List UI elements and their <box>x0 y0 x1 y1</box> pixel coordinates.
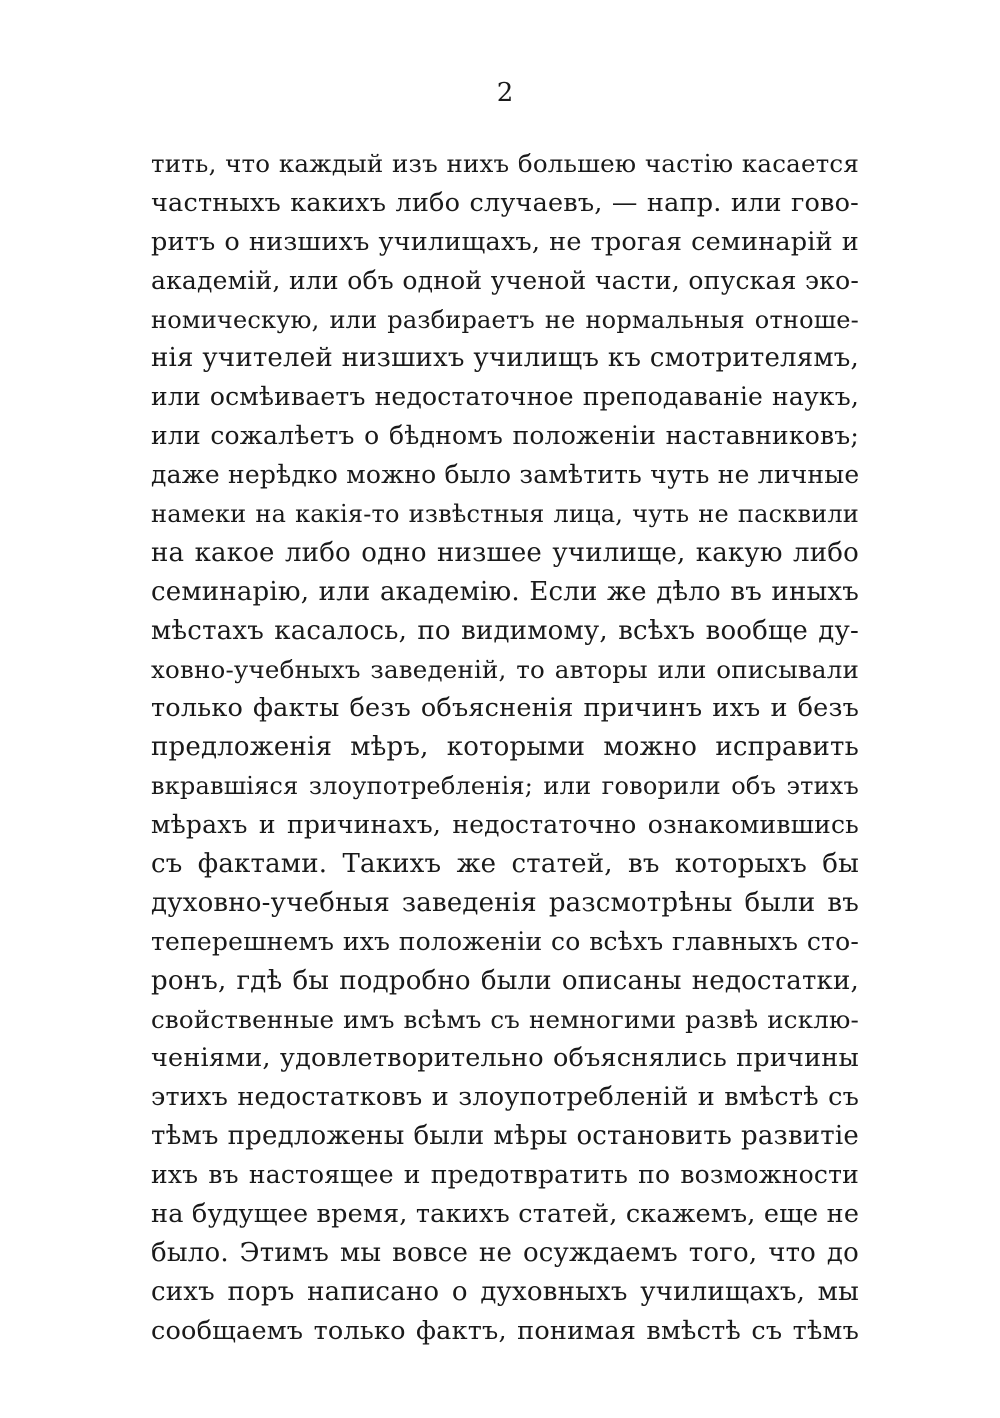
text-line: теперешнемъ ихъ положеніи со всѣхъ главныхъ сто- <box>151 926 859 956</box>
text-line: предложенія мѣръ, которыми можно исправить <box>151 732 859 763</box>
text-line: свойственные имъ всѣмъ съ немногими развѣ исклю- <box>151 1004 859 1034</box>
text-line: семинарію, или академію. Если же дѣло въ иныхъ <box>151 576 859 607</box>
text-line: на будущее время, такихъ статей, скажемъ, еще не <box>151 1199 860 1230</box>
text-line: ронъ, гдѣ бы подробно были описаны недостатки, <box>151 965 859 996</box>
text-line: духовно-учебныя заведенія разсмотрѣны были въ <box>151 887 859 918</box>
text-line: мѣстахъ касалось, по видимому, всѣхъ вообще ду- <box>151 615 859 646</box>
text-line: ченіями, удовлетворительно объяснялись причины <box>151 1043 859 1074</box>
text-line: тѣмъ предложены были мѣры остановить развитіе <box>151 1121 859 1152</box>
body-text <box>151 145 859 1351</box>
text-line: номическую, или разбираетъ не нормальныя отноше- <box>151 305 859 334</box>
text-line: ихъ въ настоящее и предотвратить по возможности <box>151 1160 859 1190</box>
text-line: даже нерѣдко можно было замѣтить чуть не личные <box>151 460 860 490</box>
text-line: съ фактами. Такихъ же статей, въ которыхъ бы <box>151 849 859 880</box>
text-line: было. Этимъ мы вовсе не осуждаемъ того, что до <box>151 1237 859 1268</box>
text-line: мѣрахъ и причинахъ, недостаточно ознакомившись <box>151 810 859 840</box>
page-number: 2 <box>496 78 514 108</box>
text-line: тить, что каждый изъ нихъ большею частію касается <box>151 149 859 178</box>
text-line: нія учителей низшихъ училищъ къ смотрителямъ, <box>151 343 859 374</box>
text-line: ритъ о низшихъ училищахъ, не трогая семинарій и <box>151 226 859 257</box>
text-line: вкравшіяся злоупотребленія; или говорили объ этихъ <box>151 772 859 801</box>
text-line: ховно-учебныхъ заведеній, то авторы или описывали <box>151 654 859 684</box>
text-line: только факты безъ объясненія причинъ ихъ и безъ <box>151 693 859 724</box>
text-line: частныхъ какихъ либо случаевъ, — напр. или гово- <box>151 187 859 218</box>
text-line: или сожалѣетъ о бѣдномъ положеніи наставниковъ; <box>151 421 859 451</box>
text-line: или осмѣиваетъ недостаточное преподаваніе наукъ, <box>151 382 859 412</box>
text-line: на какое либо одно низшее училище, какую либо <box>151 537 859 568</box>
text-line: намеки на какія-то извѣстныя лица, чуть не пасквили <box>151 500 859 529</box>
text-line: этихъ недостатковъ и злоупотребленій и вмѣстѣ съ <box>151 1082 859 1113</box>
text-line: академій, или объ одной ученой части, опуская эко- <box>151 265 859 295</box>
text-line: сообщаемъ только фактъ, понимая вмѣстѣ съ тѣмъ <box>151 1315 859 1346</box>
text-line: сихъ поръ написано о духовныхъ училищахъ, мы <box>151 1276 859 1307</box>
